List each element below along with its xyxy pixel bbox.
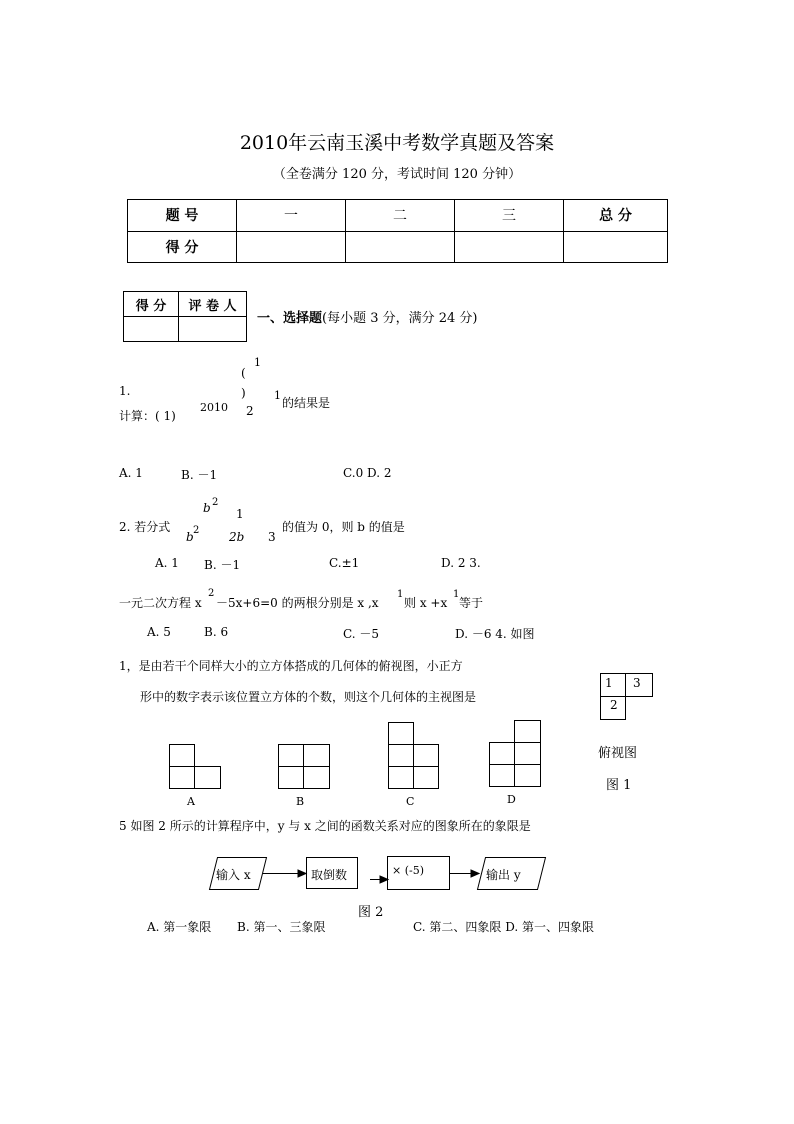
q1-fraction-denominator: 2	[246, 404, 254, 418]
section-title: 一、选择题	[257, 311, 323, 326]
figure-1-caption: 图 1	[606, 778, 632, 793]
q2-numerator-b: b	[203, 501, 211, 515]
score-row-label: 得 分	[128, 231, 237, 263]
q1-exponent-2: 1	[274, 389, 281, 402]
q1-option-b: B. －1	[181, 468, 218, 482]
grader-name-label: 评 卷 人	[179, 292, 247, 317]
flow-input-label: 输入 x	[216, 868, 251, 882]
choice-c-figure	[389, 723, 439, 789]
choice-a-figure	[170, 745, 221, 789]
q3-option-b: B. 6	[204, 625, 229, 639]
q3-sub-1: 1	[397, 589, 404, 600]
q2-prefix: 2. 若分式	[119, 520, 171, 534]
q3-tail: 则 x +x	[404, 596, 448, 610]
grader-score-label: 得 分	[124, 292, 179, 317]
q5-option-cd: C. 第二、四象限 D. 第一、四象限	[413, 920, 595, 934]
page-subtitle: （全卷满分 120 分，考试时间 120 分钟）	[272, 167, 522, 182]
q3-exponent: 2	[208, 588, 215, 599]
flow-multiply-label: × (-5)	[392, 864, 425, 877]
figure-2-caption: 图 2	[358, 905, 384, 920]
q1-exponent: 2010	[200, 401, 228, 414]
q2-denominator-b: b	[186, 530, 194, 544]
choice-b-figure	[279, 745, 330, 789]
top-view-number: 1	[605, 676, 613, 690]
q3-option-a: A. 5	[147, 625, 171, 639]
q3-middle: －5x+6=0 的两根分别是 x ,x	[216, 596, 379, 610]
q1-option-a: A. 1	[119, 466, 143, 480]
q3-sub-2: 1	[453, 589, 460, 600]
page-title: 2010年云南玉溪中考数学真题及答案	[239, 132, 555, 154]
choice-a-label: A	[187, 795, 195, 808]
top-view-number: 3	[633, 676, 641, 690]
q5-option-b: B. 第一、三象限	[237, 920, 326, 934]
q2-suffix: 的值为 0，则 b 的值是	[282, 520, 405, 534]
top-view-number: 2	[610, 698, 618, 712]
q5-text: 5 如图 2 所示的计算程序中，y 与 x 之间的函数关系对应的图象所在的象限是	[119, 819, 531, 833]
score-header-cell: 总 分	[564, 200, 668, 232]
q2-denominator-2b: 2b	[229, 530, 245, 544]
q1-option-cd: C.0 D. 2	[343, 466, 392, 480]
q1-paren-close: )	[241, 386, 246, 400]
score-header-cell: 题 号	[128, 200, 237, 232]
q4-line-1: 1，是由若干个同样大小的立方体搭成的几何体的俯视图，小正方	[119, 659, 463, 673]
choice-d-label: D	[507, 793, 516, 806]
choice-d-figure	[490, 721, 541, 787]
flow-reciprocal-label: 取倒数	[311, 868, 348, 882]
q3-prefix: 一元二次方程 x	[119, 596, 202, 610]
choice-c-label: C	[406, 795, 415, 808]
q1-number: 1.	[119, 384, 131, 398]
q2-option-a: A. 1	[155, 556, 179, 570]
q3-option-c: C. －5	[343, 627, 380, 641]
q2-denominator-exp: 2	[193, 525, 200, 536]
q4-line-2: 形中的数字表示该位置立方体的个数，则这个几何体的主视图是	[140, 690, 477, 704]
q2-denominator-three: 3	[268, 530, 276, 544]
q1-fraction-numerator: 1	[254, 356, 261, 369]
choice-b-label: B	[296, 795, 305, 808]
q3-end: 等于	[459, 596, 484, 610]
q2-numerator-one: 1	[236, 507, 244, 521]
q3-option-d-and-q4-start: D. －6 4. 如图	[455, 627, 535, 641]
q1-suffix: 的结果是	[282, 396, 331, 410]
q2-numerator-exp: 2	[212, 497, 219, 508]
q1-paren-open: (	[241, 366, 246, 380]
q5-option-a: A. 第一象限	[147, 920, 212, 934]
q2-option-d: D. 2 3.	[441, 556, 481, 570]
q2-option-c: C.±1	[329, 556, 360, 570]
score-header-cell: 一	[237, 200, 346, 232]
q2-option-b: B. －1	[204, 558, 241, 572]
score-header-cell: 三	[455, 200, 564, 232]
top-view-caption: 俯视图	[598, 746, 638, 761]
flow-output-label: 输出 y	[486, 868, 521, 882]
section-note: (每小题 3 分，满分 24 分)	[322, 311, 478, 326]
score-header-cell: 二	[346, 200, 455, 232]
q1-prefix: 计算：( 1)	[119, 409, 176, 423]
